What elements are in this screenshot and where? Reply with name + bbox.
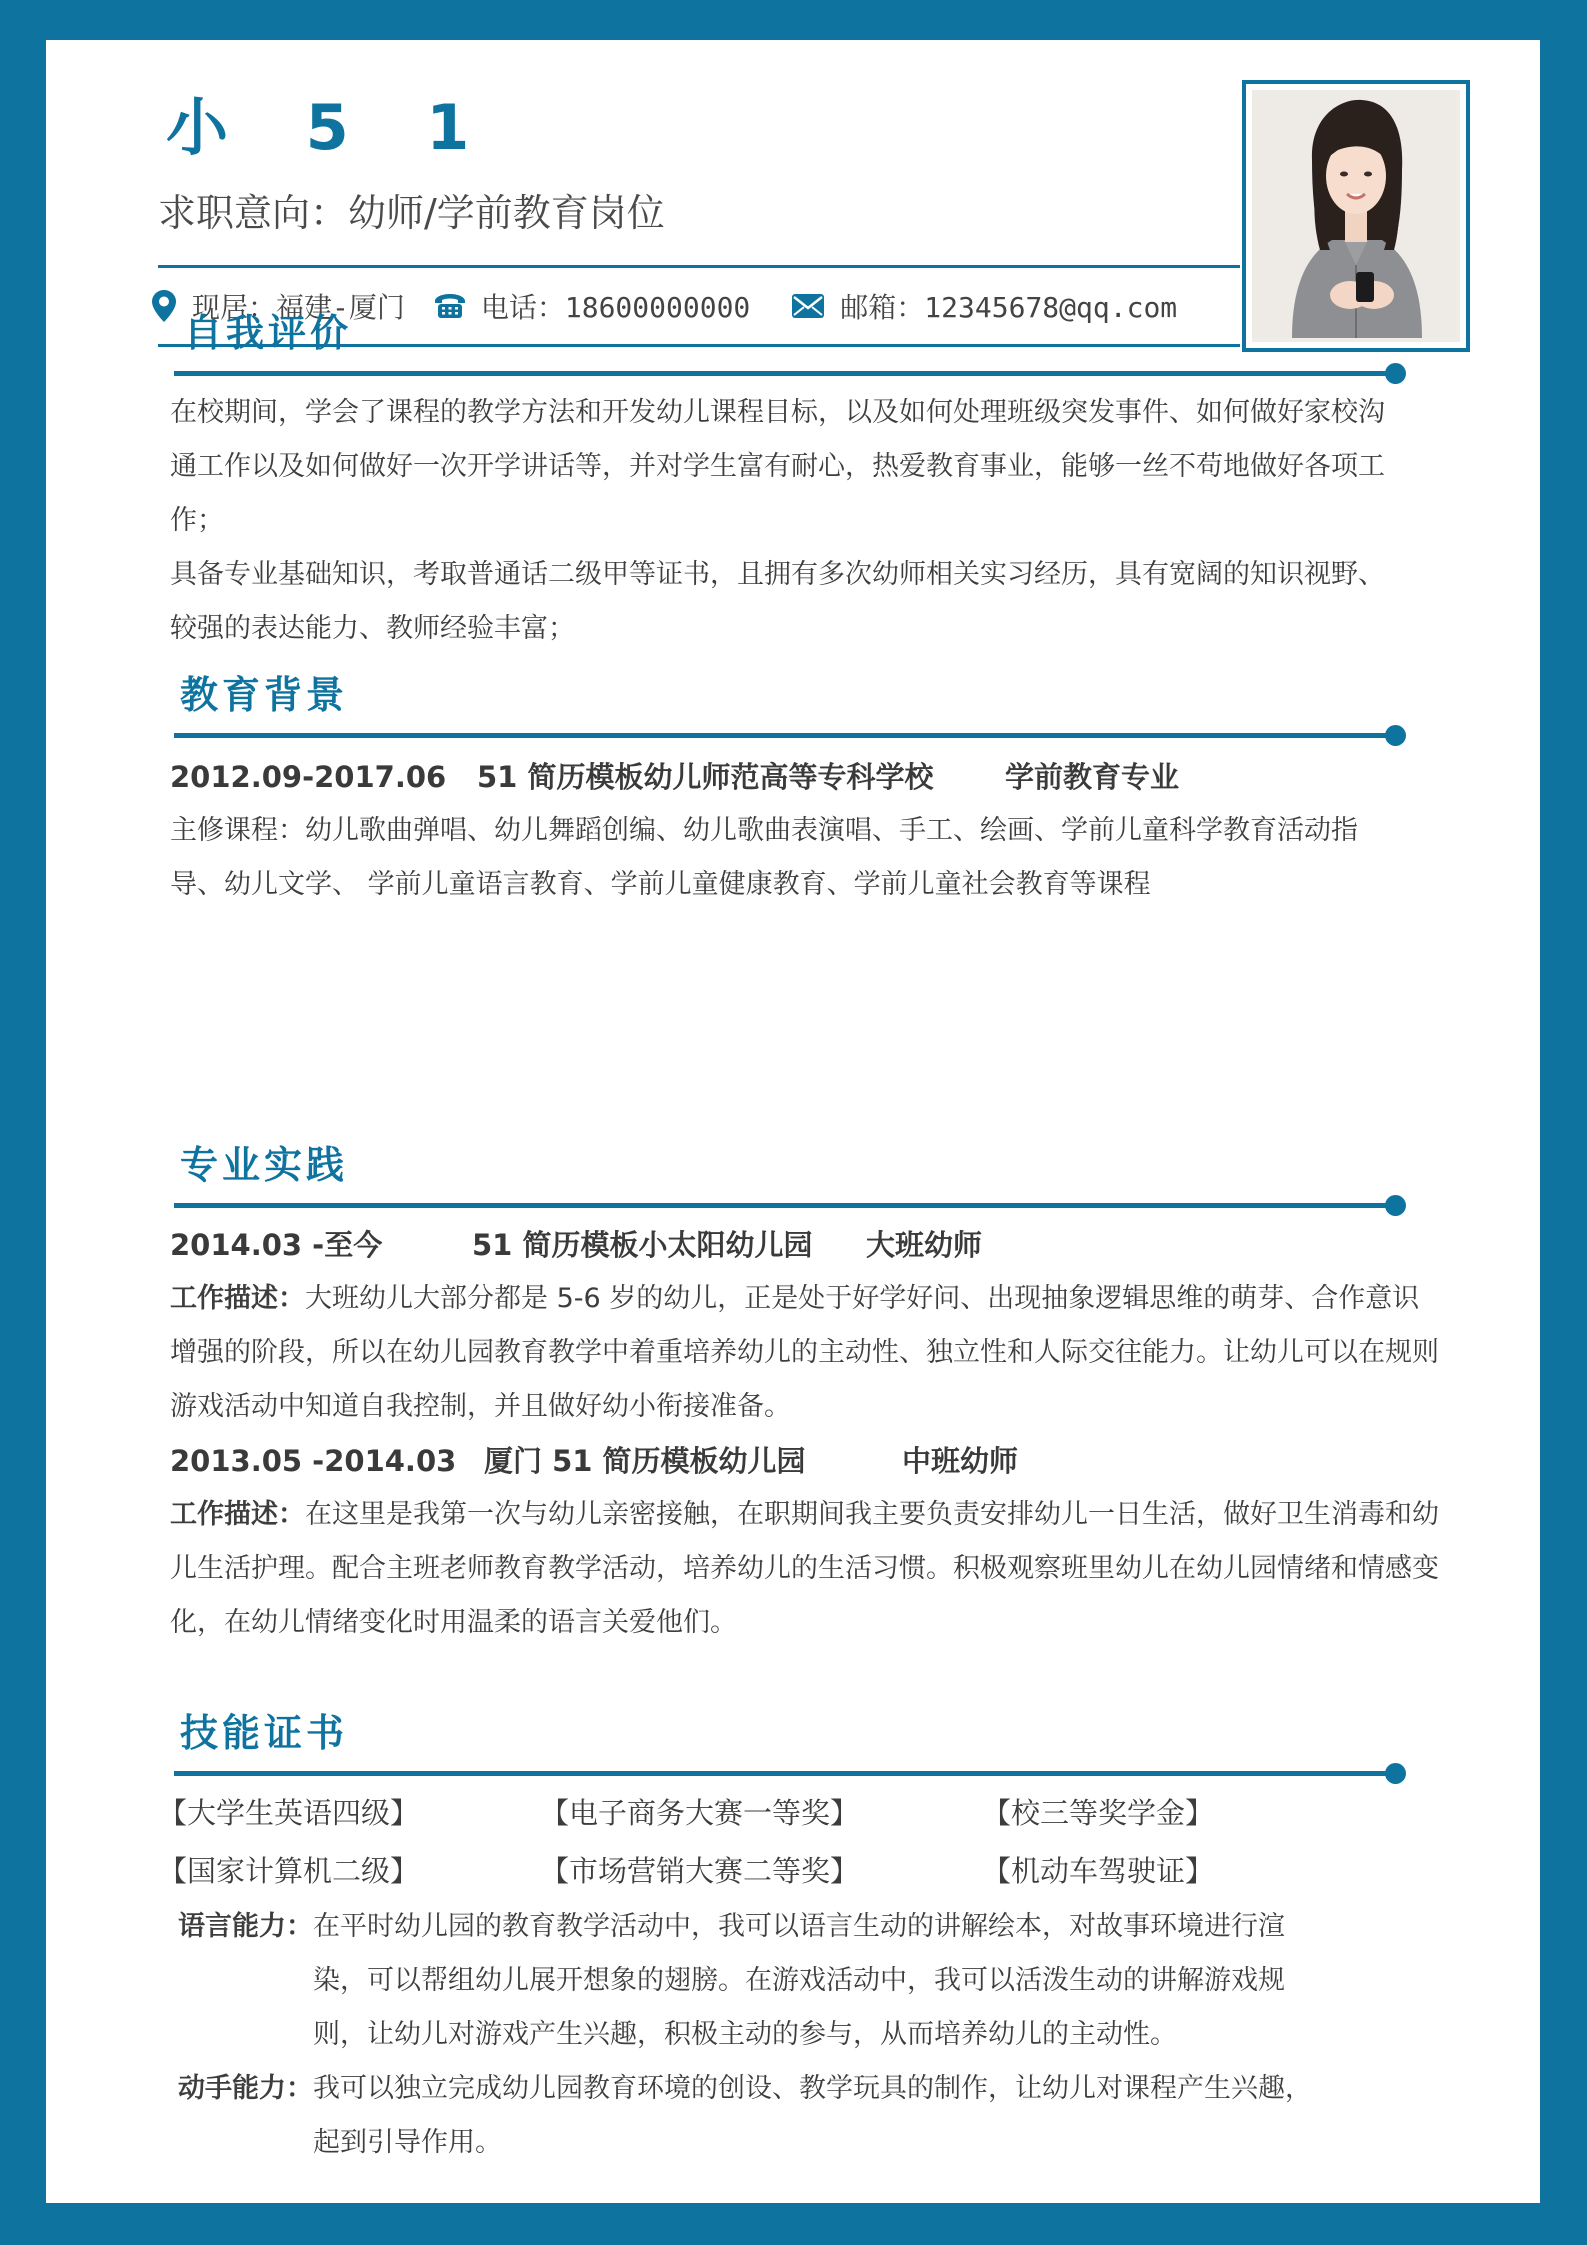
section-title-education: 教育背景 xyxy=(180,673,349,717)
job-row xyxy=(170,1434,1440,1488)
certificate-list xyxy=(158,1784,1418,1900)
education-major: 学前教育专业 xyxy=(1005,760,1180,794)
divider-dot xyxy=(1385,725,1406,746)
certificate-item: 【国家计算机二级】 xyxy=(158,1854,420,1888)
divider-dot xyxy=(1385,1195,1406,1216)
language-skill-text: 在平时幼儿园的教育教学活动中，我可以语言生动的讲解绘本，对故事环境进行渲染，可以帮组幼儿展开想象的翅膀。在游戏活动中，我可以活泼生动的讲解游戏规则，让幼儿对游戏产生兴趣，积极主动的参与，从而培养幼儿的主动性。 xyxy=(313,1911,1285,2050)
job-description xyxy=(170,1488,1440,1650)
job-period: 2014.03 -至今 xyxy=(170,1228,383,1262)
job-org: 厦门 51 简历模板幼儿园 xyxy=(484,1444,806,1478)
language-skill xyxy=(178,1900,1356,2062)
job-description xyxy=(170,1272,1440,1434)
certificate-item: 【机动车驾驶证】 xyxy=(982,1854,1215,1888)
section-divider xyxy=(174,371,1394,376)
certificate-item: 【校三等奖学金】 xyxy=(982,1796,1215,1830)
certificate-item: 【电子商务大赛一等奖】 xyxy=(540,1796,860,1830)
education-courses: 主修课程：幼儿歌曲弹唱、幼儿舞蹈创编、幼儿歌曲表演唱、手工、绘画、学前儿童科学教育活动指导、幼儿文学、 学前儿童语言教育、学前儿童健康教育、学前儿童社会教育等课程 xyxy=(170,815,1358,900)
section-divider xyxy=(174,733,1394,738)
self-evaluation-section xyxy=(170,302,1418,656)
email-text: 邮箱：12345678@qq.com xyxy=(840,291,1178,324)
location-text: 现居：福建-厦门 xyxy=(192,291,405,324)
self-eval-paragraph-2: 具备专业基础知识，考取普通话二级甲等证书，且拥有多次幼师相关实习经历，具有宽阔的知识视野、较强的表达能力、教师经验丰富； xyxy=(170,559,1385,644)
phone-text: 电话：18600000000 xyxy=(480,291,751,324)
hands-on-skill-label: 动手能力： xyxy=(178,2073,313,2104)
job-row xyxy=(170,1218,1440,1272)
job-period: 2013.05 -2014.03 xyxy=(170,1444,457,1478)
section-title-self-eval: 自我评价 xyxy=(184,311,353,355)
job-org: 51 简历模板小太阳幼儿园 xyxy=(472,1228,813,1262)
hands-on-skill-text: 我可以独立完成幼儿园教育环境的创设、教学玩具的制作，让幼儿对课程产生兴趣，起到引导作用。 xyxy=(313,2073,1312,2158)
location-pin-icon xyxy=(152,290,176,322)
job-desc-label: 工作描述： xyxy=(170,1499,305,1530)
skills-section xyxy=(158,1702,1418,2170)
education-period: 2012.09-2017.06 xyxy=(170,760,447,794)
section-title-skills: 技能证书 xyxy=(180,1711,349,1755)
certificate-item: 【市场营销大赛二等奖】 xyxy=(540,1854,860,1888)
job-role: 大班幼师 xyxy=(866,1228,983,1262)
education-row xyxy=(170,750,1410,804)
education-section xyxy=(170,664,1418,912)
section-title-practice: 专业实践 xyxy=(180,1143,349,1187)
divider-dot xyxy=(1385,363,1406,384)
certificate-item: 【大学生英语四级】 xyxy=(158,1796,420,1830)
divider-dot xyxy=(1385,1763,1406,1784)
job-intent: 求职意向：幼师/学前教育岗位 xyxy=(158,191,665,235)
education-school: 51 简历模板幼儿师范高等专科学校 xyxy=(477,760,934,794)
section-divider xyxy=(174,1771,1394,1776)
candidate-name: 小 5 1 xyxy=(166,91,498,164)
job-role: 中班幼师 xyxy=(902,1444,1019,1478)
job-desc-text: 大班幼儿大部分都是 5-6 岁的幼儿，正是处于好学好问、出现抽象逻辑思维的萌芽、合作意识增强的阶段，所以在幼儿园教育教学中着重培养幼儿的主动性、独立性和人际交往能力。让幼儿可以在规则游戏活动中知道自我控制，并且做好幼小衔接准备。 xyxy=(170,1283,1439,1422)
hands-on-skill xyxy=(178,2062,1356,2170)
job-desc-label: 工作描述： xyxy=(170,1283,305,1314)
practice-section xyxy=(170,1134,1439,1650)
job-desc-text: 在这里是我第一次与幼儿亲密接触，在职期间我主要负责安排幼儿一日生活，做好卫生消毒和幼儿生活护理。配合主班老师教育教学活动，培养幼儿的生活习惯。积极观察班里幼儿在幼儿园情绪和情感变化，在幼儿情绪变化时用温柔的语言关爱他们。 xyxy=(170,1499,1439,1638)
section-divider xyxy=(174,1203,1394,1208)
resume-page xyxy=(46,40,1540,2203)
language-skill-label: 语言能力： xyxy=(178,1911,313,1942)
self-eval-paragraph-1: 在校期间，学会了课程的教学方法和开发幼儿课程目标，以及如何处理班级突发事件、如何做好家校沟通工作以及如何做好一次开学讲话等，并对学生富有耐心，热爱教育事业，能够一丝不苟地做好各项工作； xyxy=(170,397,1385,536)
